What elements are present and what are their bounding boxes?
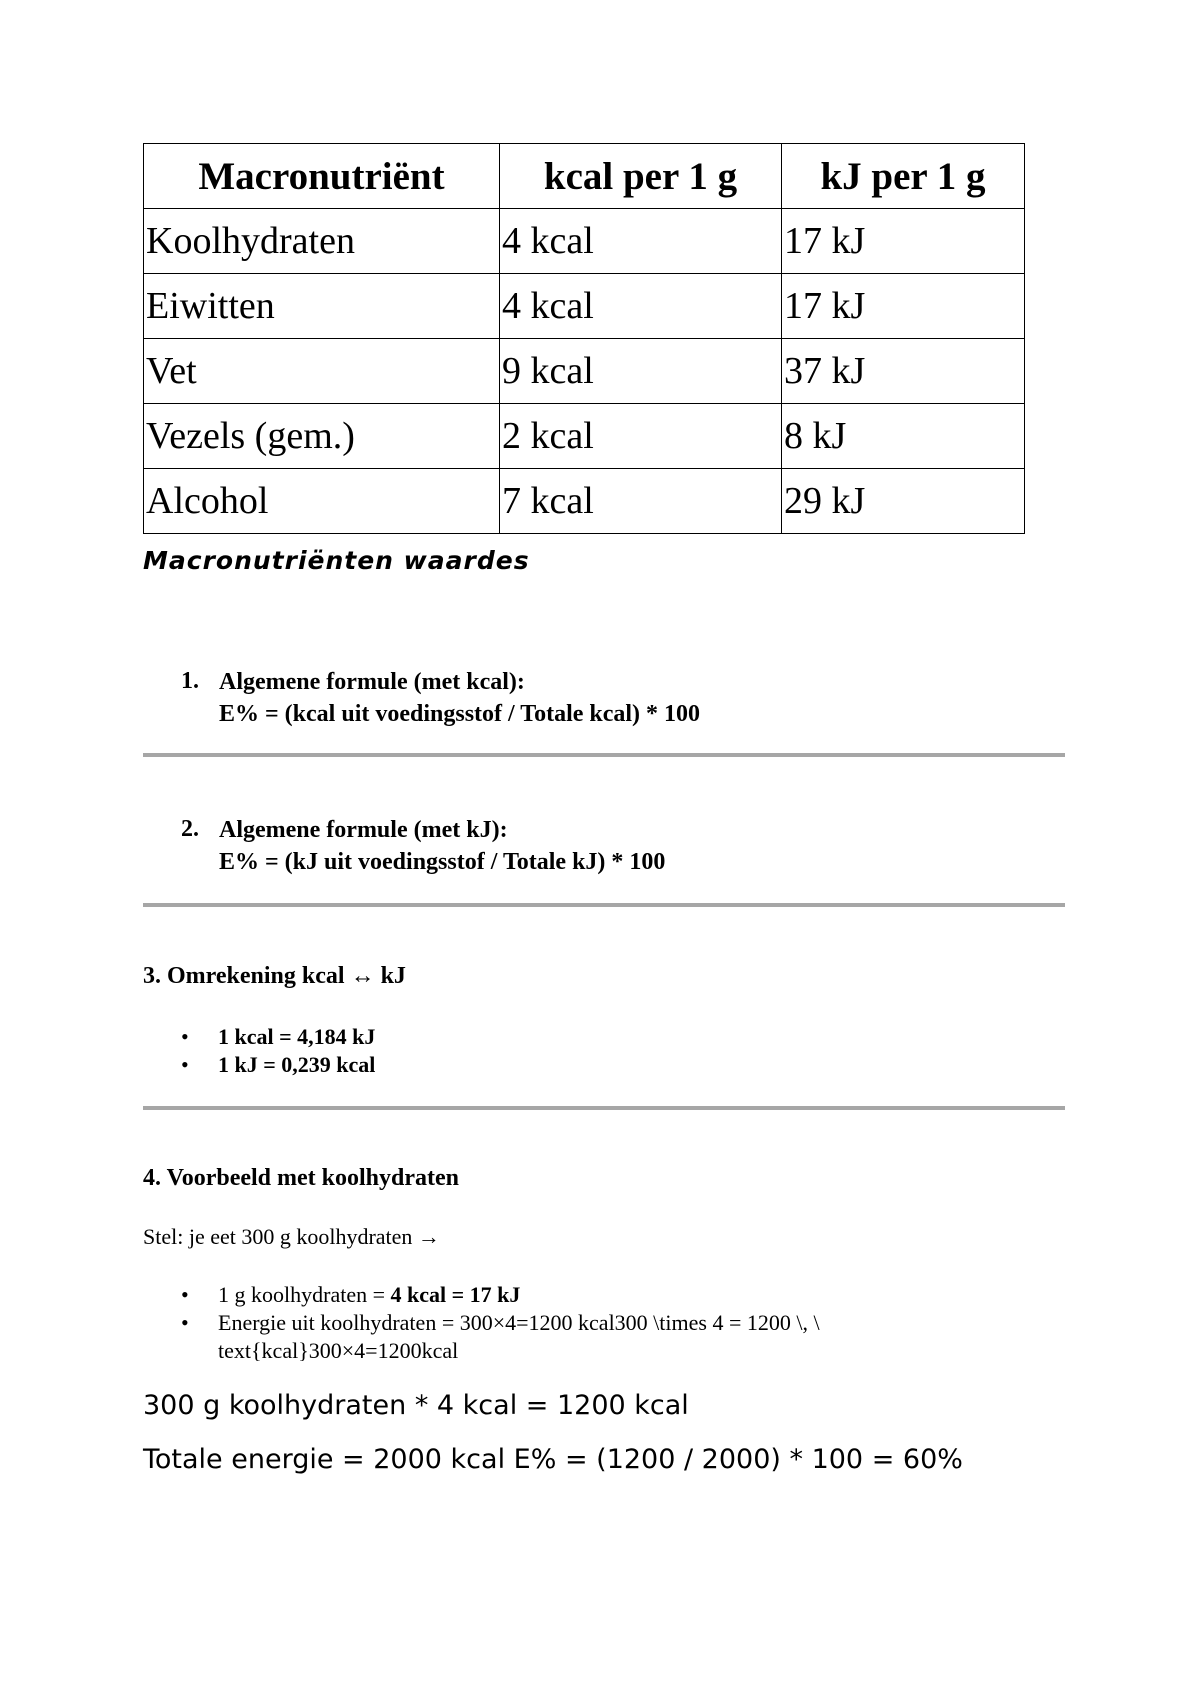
cell-name: Vet: [144, 339, 500, 404]
cell-kj: 29 kJ: [782, 469, 1025, 534]
list-item-continuation: text{kcal}300×4=1200kcal: [218, 1338, 459, 1363]
calculation-line: 300 g koolhydraten * 4 kcal = 1200 kcal: [143, 1390, 689, 1421]
table-row: [144, 469, 1025, 534]
list-item: • 1 kcal = 4,184 kJ: [181, 1024, 376, 1049]
cell-kj: 17 kJ: [782, 274, 1025, 339]
table-caption: Macronutriënten waardes: [143, 546, 530, 575]
horizontal-divider: [143, 1106, 1065, 1110]
table-header-row: [144, 144, 1025, 209]
header-kj: kJ per 1 g: [782, 144, 1025, 209]
cell-kcal: 4 kcal: [500, 274, 782, 339]
bullet-icon: •: [181, 1024, 189, 1049]
formula-kcal-item: [181, 668, 1081, 738]
cell-kcal: 4 kcal: [500, 209, 782, 274]
bullet-icon: •: [181, 1282, 189, 1307]
cell-kcal: 9 kcal: [500, 339, 782, 404]
cell-kj: 8 kJ: [782, 404, 1025, 469]
list-item: • 1 g koolhydraten = 4 kcal = 17 kJ: [181, 1282, 521, 1307]
list-number: 2.: [181, 816, 199, 842]
formula-kj-title: Algemene formule (met kJ):: [219, 817, 508, 843]
cell-kj: 17 kJ: [782, 209, 1025, 274]
bullet-icon: •: [181, 1052, 189, 1077]
example-list: [143, 1281, 820, 1365]
cell-name: Eiwitten: [144, 274, 500, 339]
formula-kcal-text: E% = (kcal uit voedingsstof / Totale kcal) * 100: [219, 701, 701, 727]
cell-name: Koolhydraten: [144, 209, 500, 274]
header-macronutrient: Macronutriënt: [144, 144, 500, 209]
formula-kj-text: E% = (kJ uit voedingsstof / Totale kJ) * 100: [219, 849, 666, 875]
list-number: 1.: [181, 668, 199, 694]
bullet-icon: •: [181, 1310, 189, 1335]
example-heading: 4. Voorbeeld met koolhydraten: [143, 1165, 460, 1191]
macronutrient-table: [143, 143, 1025, 534]
table-row: [144, 339, 1025, 404]
table-row: [144, 404, 1025, 469]
list-item: • Energie uit koolhydraten = 300×4=1200 kcal300 \times 4 = 1200 \, \: [181, 1310, 820, 1335]
horizontal-divider: [143, 753, 1065, 757]
cell-name: Alcohol: [144, 469, 500, 534]
table-row: [144, 274, 1025, 339]
example-intro: Stel: je eet 300 g koolhydraten →: [143, 1224, 440, 1249]
cell-kj: 37 kJ: [782, 339, 1025, 404]
table-row: [144, 209, 1025, 274]
total-energy-line: Totale energie = 2000 kcal E% = (1200 / 2000) * 100 = 60%: [143, 1444, 963, 1475]
cell-name: Vezels (gem.): [144, 404, 500, 469]
formula-kj-item: [181, 816, 1081, 886]
header-kcal: kcal per 1 g: [500, 144, 782, 209]
list-item: • 1 kJ = 0,239 kcal: [181, 1052, 376, 1077]
formula-kcal-title: Algemene formule (met kcal):: [219, 669, 525, 695]
cell-kcal: 2 kcal: [500, 404, 782, 469]
cell-kcal: 7 kcal: [500, 469, 782, 534]
conversion-heading: 3. Omrekening kcal ↔ kJ: [143, 963, 406, 989]
conversion-list: [143, 1023, 375, 1079]
horizontal-divider: [143, 903, 1065, 907]
